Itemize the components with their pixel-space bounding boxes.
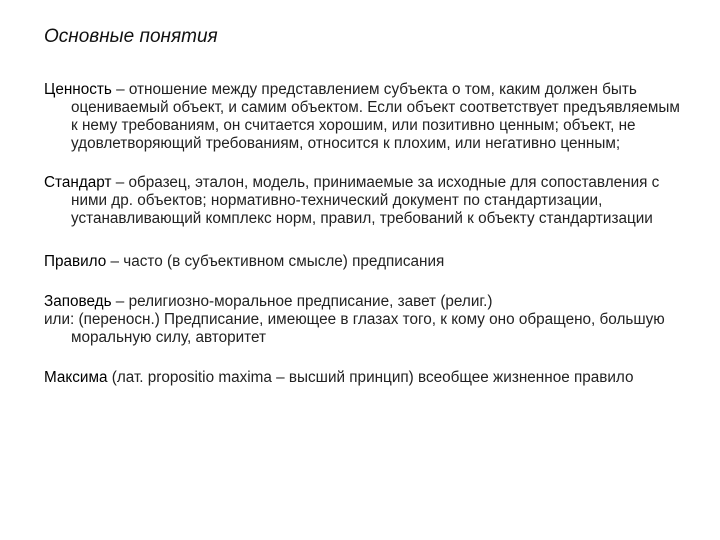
definition-text-alt: или: (переносн.) Предписание, имеющее в глазах того, к кому оно обращено, большую моральную силу, авторитет <box>44 311 665 346</box>
term: Правило <box>44 253 107 270</box>
definition-entry-cennost <box>44 81 684 153</box>
term: Ценность <box>44 81 112 98</box>
definition-text: (лат. propositio maxima – высший принцип) всеобщее жизненное правило <box>107 369 634 386</box>
definition-text: – образец, эталон, модель, принимаемые за исходные для сопоставления с ними др. объектов; нормативно-технический документ по стандартизации, устанавливающий комплекс норм, правил, требований к объекту стандартизации <box>71 174 660 227</box>
definition-text: – отношение между представлением субъекта о том, каким должен быть оцениваемый объект, и самим объектом. Если объект соответствует предъявляемым к нему требованиям, он считается хорошим, или позитивно ценным; объект, не удовлетворяющий требованиям, относится к плохим, или негативно ценным; <box>71 81 680 152</box>
definition-text: – часто (в субъективном смысле) предписания <box>106 253 445 270</box>
term: Заповедь <box>44 293 112 310</box>
definitions-list <box>44 81 684 387</box>
term: Стандарт <box>44 174 112 191</box>
definition-text: – религиозно-моральное предписание, завет (религ.) <box>111 293 493 310</box>
term: Максима <box>44 369 108 386</box>
definition-entry-standart <box>44 174 684 228</box>
definition-entry-pravilo <box>44 253 684 271</box>
definition-entry-zapoved <box>44 293 684 347</box>
definition-entry-maksima <box>44 369 684 387</box>
slide-title: Основные понятия <box>44 26 218 47</box>
